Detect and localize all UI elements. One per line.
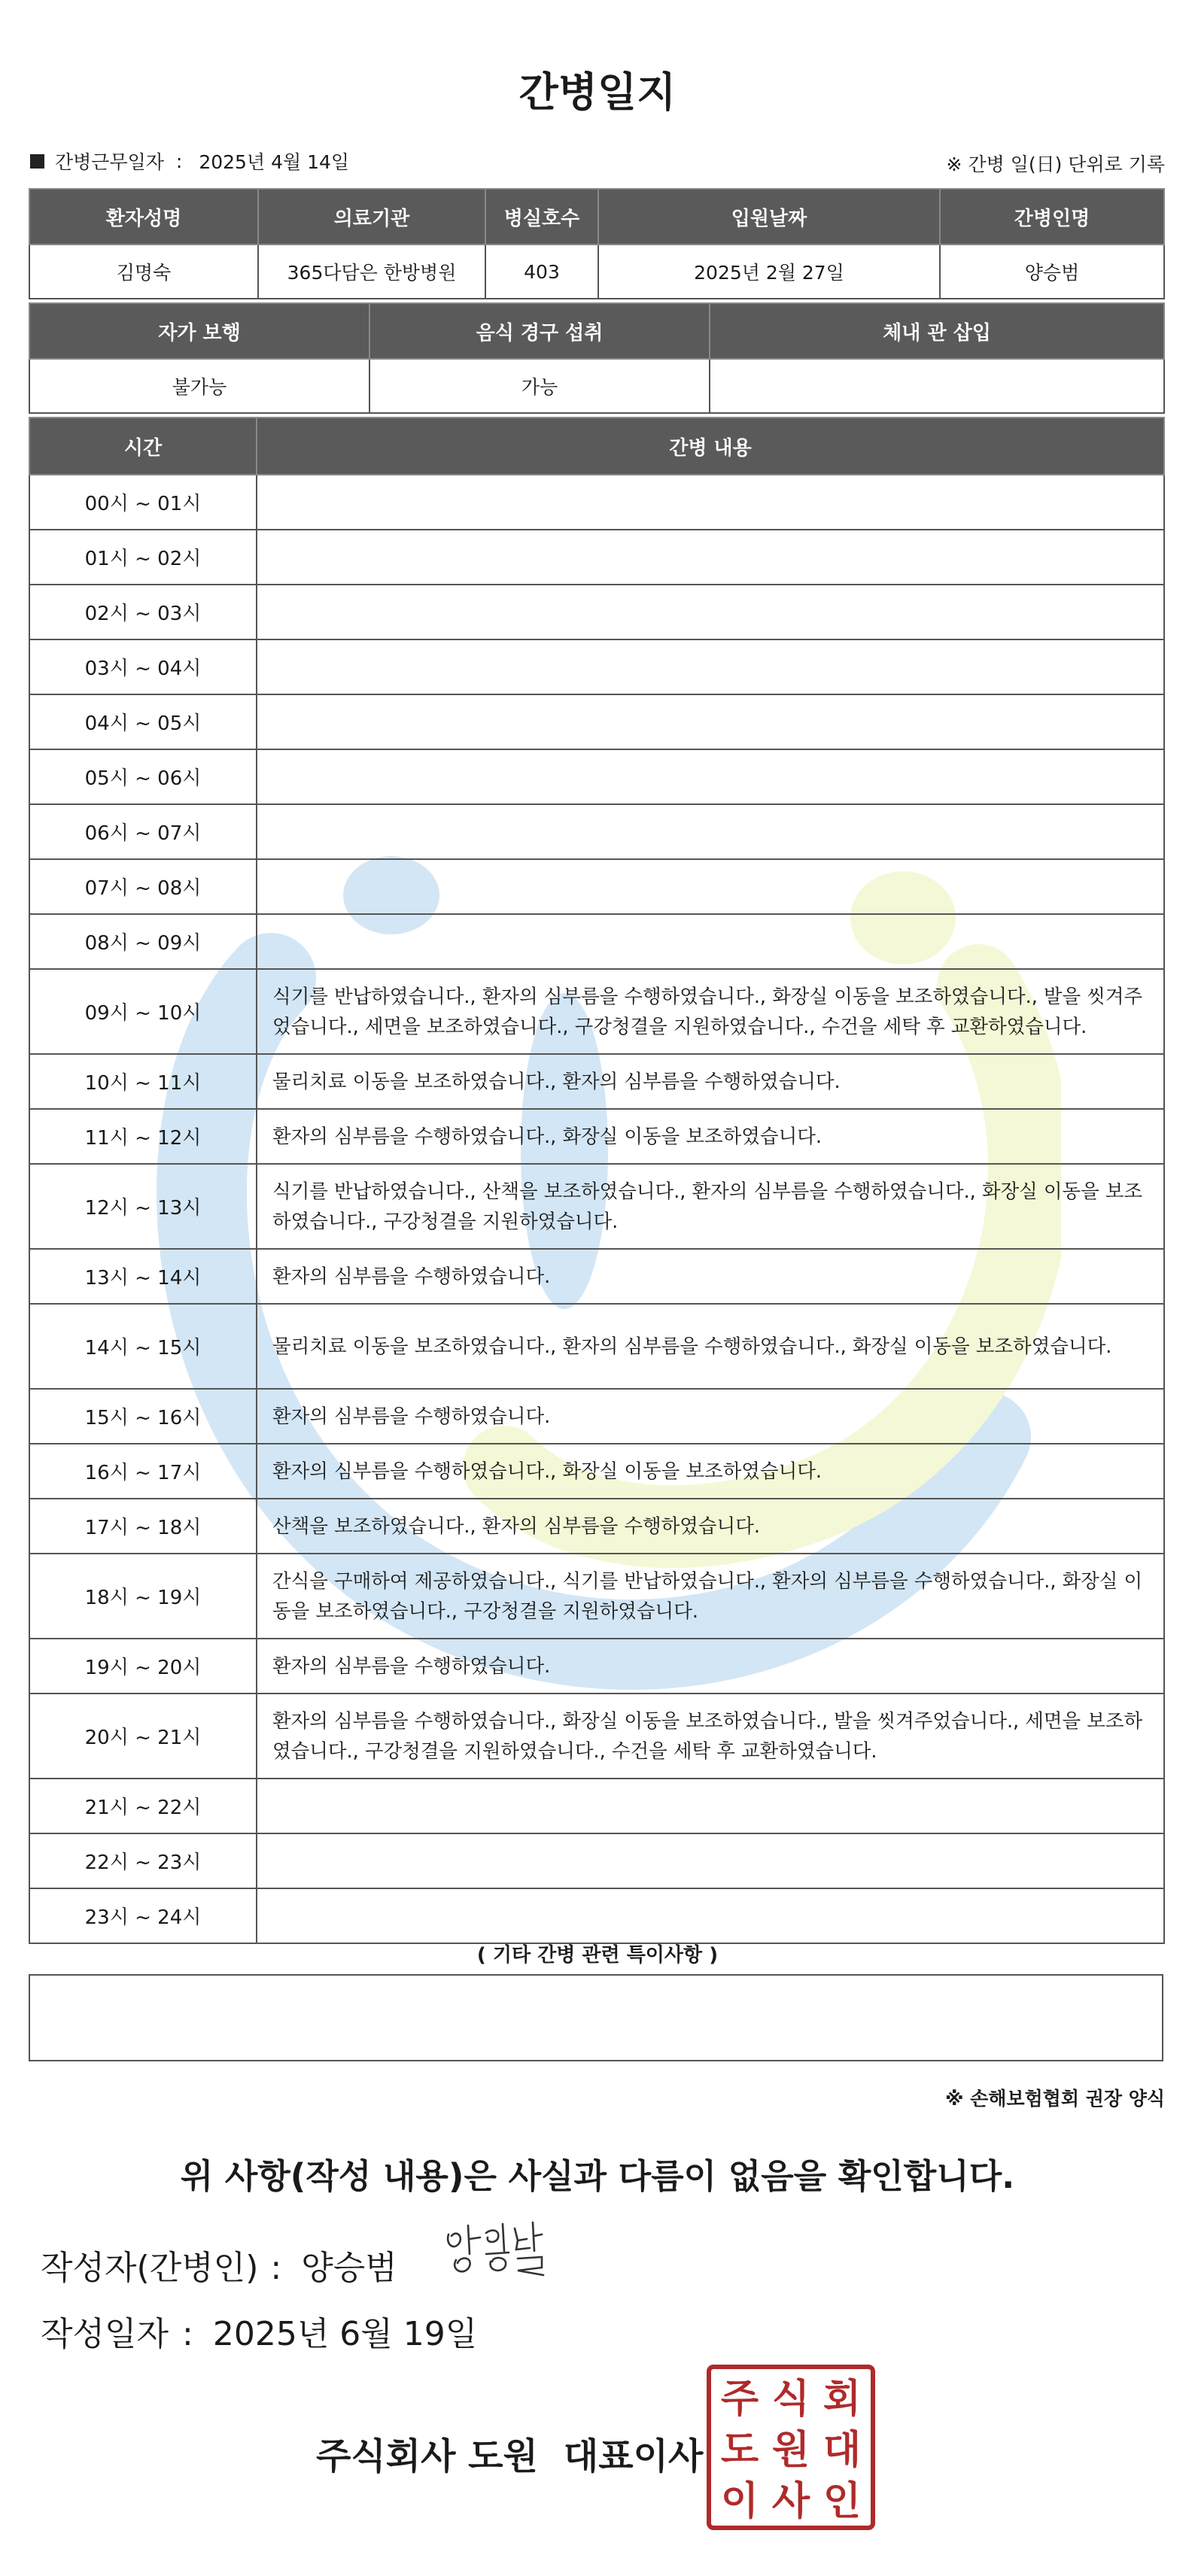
confirm-statement: 위 사항(작성 내용)은 사실과 다름이 없음을 확인합니다. xyxy=(180,2156,1015,2196)
svg-text:원: 원 xyxy=(771,2428,810,2473)
writer-name: 양승범 xyxy=(301,2249,397,2287)
care-content: 환자의 심부름을 수행하였습니다., 화장실 이동을 보조하였습니다., 발을 씻겨주었습니다., 세면을 보조하였습니다., 구강청결을 지원하였습니다., 수건을 세탁 후 교환하였습니다. xyxy=(257,1694,1164,1779)
time-slot: 16시 ~ 17시 xyxy=(29,1444,257,1499)
table-row xyxy=(29,1054,1164,1109)
care-content xyxy=(257,1779,1164,1833)
care-content: 환자의 심부름을 수행하였습니다. xyxy=(257,1639,1164,1694)
time-slot: 12시 ~ 13시 xyxy=(29,1164,257,1249)
care-content: 물리치료 이동을 보조하였습니다., 환자의 심부름을 수행하였습니다. xyxy=(257,1054,1164,1109)
patient-info-table xyxy=(29,188,1165,299)
time-slot: 01시 ~ 02시 xyxy=(29,530,257,585)
svg-text:회: 회 xyxy=(823,2377,862,2422)
care-content: 산책을 보조하였습니다., 환자의 심부름을 수행하였습니다. xyxy=(257,1499,1164,1554)
tube-status xyxy=(710,359,1164,413)
svg-text:이: 이 xyxy=(720,2479,759,2524)
write-date-label: 작성일자 xyxy=(41,2315,169,2353)
table-row xyxy=(29,859,1164,914)
recommend-note: ※ 손해보험협회 권장 양식 xyxy=(945,2088,1165,2110)
special-notes-label: ( 기타 간병 관련 특이사항 ) xyxy=(476,1944,719,1967)
care-content xyxy=(257,639,1164,694)
time-slot: 02시 ~ 03시 xyxy=(29,585,257,639)
table-row xyxy=(29,1554,1164,1639)
care-content: 환자의 심부름을 수행하였습니다. xyxy=(257,1389,1164,1444)
company-signature-line xyxy=(316,2427,703,2479)
table-row xyxy=(29,1639,1164,1694)
header-care-content: 간병 내용 xyxy=(257,418,1164,475)
care-content xyxy=(257,1833,1164,1888)
care-content xyxy=(257,859,1164,914)
table-row xyxy=(29,1888,1164,1943)
time-slot: 04시 ~ 05시 xyxy=(29,694,257,749)
time-slot: 14시 ~ 15시 xyxy=(29,1304,257,1389)
header-tube: 체내 관 삽입 xyxy=(710,303,1164,359)
walking-status: 불가능 xyxy=(29,359,369,413)
write-date-colon: : xyxy=(182,2315,193,2353)
header-patient-name: 환자성명 xyxy=(29,189,258,245)
header-oral-intake: 음식 경구 섭취 xyxy=(369,303,710,359)
time-slot: 20시 ~ 21시 xyxy=(29,1694,257,1779)
care-content: 식기를 반납하였습니다., 산책을 보조하였습니다., 환자의 심부름을 수행하였습니다., 화장실 이동을 보조하였습니다., 구강청결을 지원하였습니다. xyxy=(257,1164,1164,1249)
care-log-table xyxy=(29,417,1165,1944)
hospital-name: 365다담은 한방병원 xyxy=(258,245,485,299)
table-row xyxy=(29,1694,1164,1779)
time-slot: 03시 ~ 04시 xyxy=(29,639,257,694)
unit-note: ※ 간병 일(日) 단위로 기록 xyxy=(946,153,1165,175)
table-row xyxy=(29,914,1164,969)
care-content xyxy=(257,530,1164,585)
table-row xyxy=(29,639,1164,694)
table-row xyxy=(29,530,1164,585)
time-slot: 19시 ~ 20시 xyxy=(29,1639,257,1694)
company-title: 대표이사 xyxy=(563,2435,704,2477)
time-slot: 17시 ~ 18시 xyxy=(29,1499,257,1554)
svg-text:도: 도 xyxy=(720,2428,759,2473)
time-slot: 15시 ~ 16시 xyxy=(29,1389,257,1444)
table-row xyxy=(29,1109,1164,1164)
header-hospital: 의료기관 xyxy=(258,189,485,245)
header-walking: 자가 보행 xyxy=(29,303,369,359)
table-row xyxy=(29,1833,1164,1888)
header-caregiver: 간병인명 xyxy=(940,189,1164,245)
svg-text:인: 인 xyxy=(823,2479,862,2524)
table-row xyxy=(29,804,1164,859)
company-name: 주식회사 도원 xyxy=(316,2435,538,2477)
time-slot: 08시 ~ 09시 xyxy=(29,914,257,969)
care-content xyxy=(257,804,1164,859)
table-row xyxy=(29,1499,1164,1554)
care-content: 환자의 심부름을 수행하였습니다., 화장실 이동을 보조하였습니다. xyxy=(257,1109,1164,1164)
square-bullet-icon xyxy=(30,154,44,169)
time-slot: 05시 ~ 06시 xyxy=(29,749,257,804)
time-slot: 21시 ~ 22시 xyxy=(29,1779,257,1833)
time-slot: 10시 ~ 11시 xyxy=(29,1054,257,1109)
table-row xyxy=(29,585,1164,639)
patient-status-table xyxy=(29,302,1165,414)
svg-text:사: 사 xyxy=(771,2479,810,2524)
care-content xyxy=(257,1888,1164,1943)
time-slot: 00시 ~ 01시 xyxy=(29,475,257,530)
handwritten-signature xyxy=(439,2218,557,2283)
care-content: 물리치료 이동을 보조하였습니다., 환자의 심부름을 수행하였습니다., 화장실 이동을 보조하였습니다. xyxy=(257,1304,1164,1389)
oral-intake-status: 가능 xyxy=(369,359,710,413)
time-slot: 07시 ~ 08시 xyxy=(29,859,257,914)
time-slot: 09시 ~ 10시 xyxy=(29,969,257,1054)
care-content xyxy=(257,694,1164,749)
care-content: 환자의 심부름을 수행하였습니다. xyxy=(257,1249,1164,1304)
special-notes-text xyxy=(30,1976,1162,2006)
work-date-label: 간병근무일자 xyxy=(55,151,164,173)
company-seal xyxy=(706,2364,876,2531)
care-content xyxy=(257,585,1164,639)
svg-text:식: 식 xyxy=(771,2377,810,2422)
table-row xyxy=(29,749,1164,804)
writer-colon: : xyxy=(270,2249,282,2287)
care-content: 환자의 심부름을 수행하였습니다., 화장실 이동을 보조하였습니다. xyxy=(257,1444,1164,1499)
work-date-row xyxy=(30,147,349,175)
writer-row xyxy=(41,2240,397,2289)
table-row xyxy=(29,1249,1164,1304)
svg-text:대: 대 xyxy=(823,2428,862,2473)
table-row xyxy=(29,969,1164,1054)
time-slot: 18시 ~ 19시 xyxy=(29,1554,257,1639)
admission-date: 2025년 2월 27일 xyxy=(598,245,940,299)
work-date-colon: : xyxy=(175,150,183,172)
care-content xyxy=(257,914,1164,969)
care-content xyxy=(257,475,1164,530)
table-row xyxy=(29,1164,1164,1249)
time-slot: 23시 ~ 24시 xyxy=(29,1888,257,1943)
writer-label: 작성자(간병인) xyxy=(41,2249,259,2287)
table-row xyxy=(29,1389,1164,1444)
page-title: 간병일지 xyxy=(518,68,677,116)
write-date-row xyxy=(41,2307,477,2355)
care-content: 식기를 반납하였습니다., 환자의 심부름을 수행하였습니다., 화장실 이동을 보조하였습니다., 발을 씻겨주었습니다., 세면을 보조하였습니다., 구강청결을 지원하였습니다., 수건을 세탁 후 교환하였습니다. xyxy=(257,969,1164,1054)
header-admission-date: 입원날짜 xyxy=(598,189,940,245)
time-slot: 22시 ~ 23시 xyxy=(29,1833,257,1888)
caregiver-name: 양승범 xyxy=(940,245,1164,299)
table-row xyxy=(29,694,1164,749)
svg-text:주: 주 xyxy=(720,2377,759,2422)
patient-name: 김명숙 xyxy=(29,245,258,299)
care-content: 간식을 구매하여 제공하였습니다., 식기를 반납하였습니다., 환자의 심부름을 수행하였습니다., 화장실 이동을 보조하였습니다., 구강청결을 지원하였습니다. xyxy=(257,1554,1164,1639)
header-time: 시간 xyxy=(29,418,257,475)
time-slot: 13시 ~ 14시 xyxy=(29,1249,257,1304)
table-row xyxy=(29,1779,1164,1833)
work-date-value: 2025년 4월 14일 xyxy=(199,151,350,173)
write-date-value: 2025년 6월 19일 xyxy=(212,2315,478,2353)
header-room: 병실호수 xyxy=(485,189,598,245)
table-row xyxy=(29,1444,1164,1499)
care-content xyxy=(257,749,1164,804)
time-slot: 11시 ~ 12시 xyxy=(29,1109,257,1164)
time-slot: 06시 ~ 07시 xyxy=(29,804,257,859)
special-notes-box xyxy=(29,1974,1163,2061)
room-number: 403 xyxy=(485,245,598,299)
table-row xyxy=(29,1304,1164,1389)
table-row xyxy=(29,475,1164,530)
